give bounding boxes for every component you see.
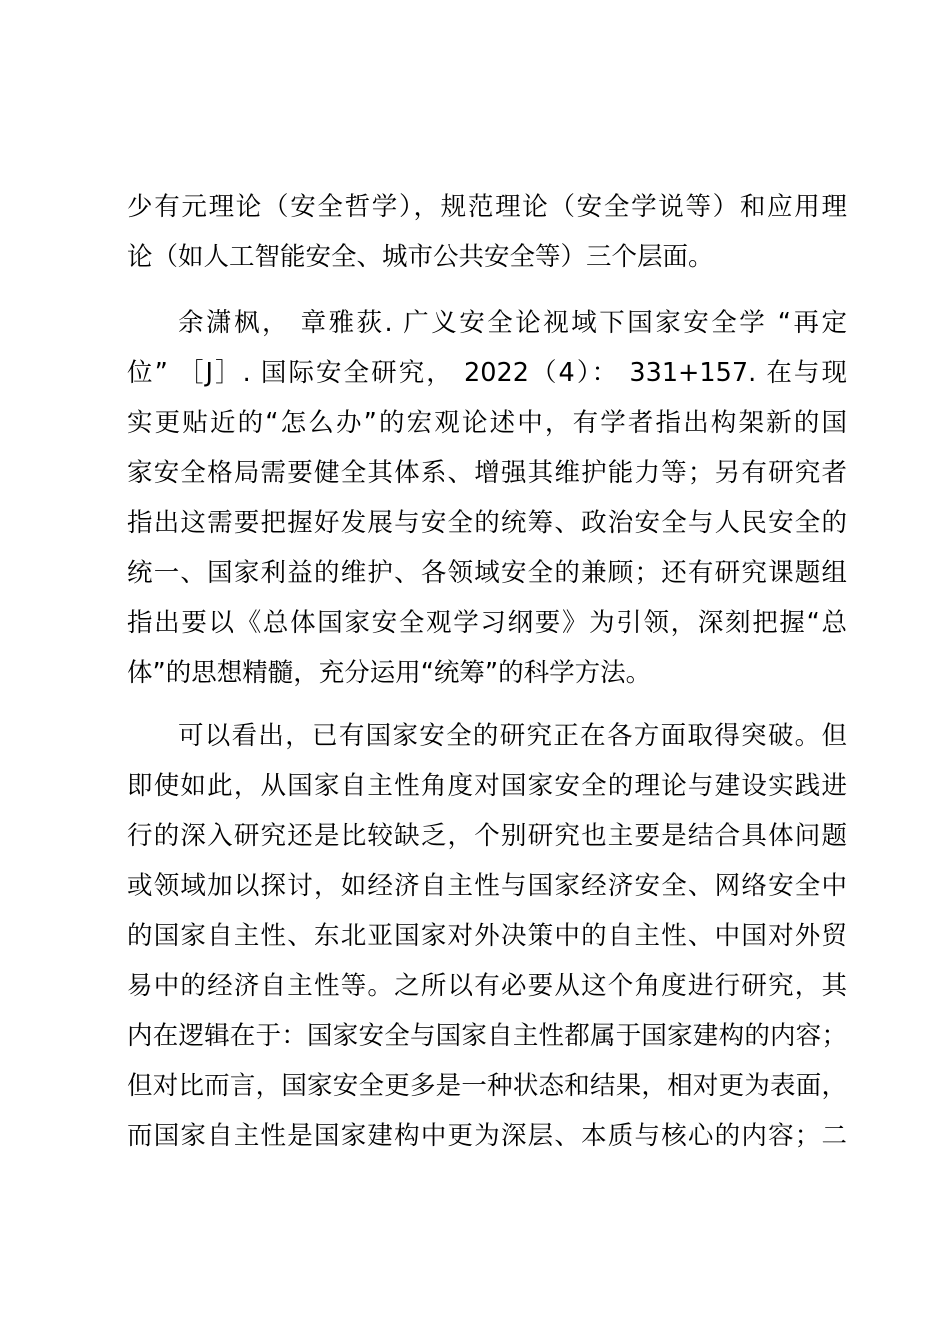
paragraph-continuation (127, 182, 847, 282)
text-line: 即使如此，从国家自主性角度对国家安全的理论与建设实践进 (127, 771, 847, 801)
text-line: 余潇枫， 章雅荻. 广义安全论视域下国家安全学 “再定 (178, 308, 847, 338)
text-line: 行的深入研究还是比较缺乏，个别研究也主要是结合具体问题 (127, 821, 847, 851)
text-line: 可以看出，已有国家安全的研究正在各方面取得突破。但 (178, 721, 847, 751)
text-line: 位” ［J］. 国际安全研究， 2022（4）： 331+157. 在与现 (127, 358, 847, 388)
text-line: 实更贴近的“怎么办”的宏观论述中，有学者指出构架新的国 (127, 408, 847, 438)
text-line: 但对比而言，国家安全更多是一种状态和结果，相对更为表面， (127, 1071, 847, 1101)
paragraph-citation (127, 298, 847, 698)
text-line: 或领域加以探讨，如经济自主性与国家经济安全、网络安全中 (127, 871, 847, 901)
text-line: 内在逻辑在于：国家安全与国家自主性都属于国家建构的内容； (127, 1021, 847, 1051)
text-line: 少有元理论（安全哲学），规范理论（安全学说等）和应用理 (127, 192, 847, 222)
text-line: 家安全格局需要健全其体系、增强其维护能力等；另有研究者 (127, 458, 847, 488)
text-line: 的国家自主性、东北亚国家对外决策中的自主性、中国对外贸 (127, 921, 847, 951)
text-line: 指出这需要把握好发展与安全的统筹、政治安全与人民安全的 (127, 508, 847, 538)
text-line: 论（如人工智能安全、城市公共安全等）三个层面。 (127, 242, 714, 272)
text-line: 体”的思想精髓，充分运用“统筹”的科学方法。 (127, 658, 652, 688)
paragraph-body (127, 711, 847, 1161)
text-line: 指出要以《总体国家安全观学习纲要》为引领，深刻把握“总 (127, 608, 847, 638)
text-line: 统一、国家利益的维护、各领域安全的兼顾；还有研究课题组 (127, 558, 847, 588)
text-line: 而国家自主性是国家建构中更为深层、本质与核心的内容；二 (127, 1121, 847, 1151)
text-line: 易中的经济自主性等。之所以有必要从这个角度进行研究，其 (127, 971, 847, 1001)
